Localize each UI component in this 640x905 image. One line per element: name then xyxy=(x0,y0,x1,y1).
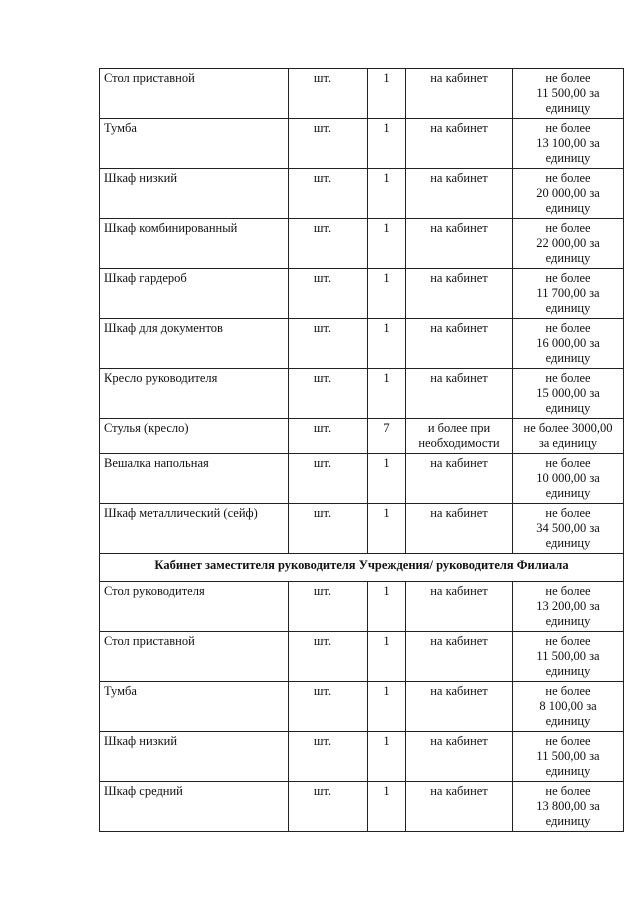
item-name-cell xyxy=(100,269,289,319)
price-limit-cell-text: не более xyxy=(545,506,591,520)
item-name-cell xyxy=(100,682,289,732)
allocation-cell-text: на кабинет xyxy=(430,121,488,135)
quantity-cell xyxy=(368,632,406,682)
allocation-cell-text: на кабинет xyxy=(430,221,488,235)
allocation-cell-text: на кабинет xyxy=(430,684,488,698)
unit-cell-text: шт. xyxy=(313,684,332,698)
quantity-cell xyxy=(368,369,406,419)
price-limit-cell-text: 13 100,00 за xyxy=(536,136,600,150)
unit-cell xyxy=(289,419,368,454)
allocation-cell xyxy=(406,369,513,419)
item-name-cell-text: Шкаф для документов xyxy=(104,321,223,335)
allocation-cell-text: на кабинет xyxy=(430,456,488,470)
unit-cell xyxy=(289,219,368,269)
quantity-cell-text: 1 xyxy=(383,271,390,285)
price-limit-cell-text: единицу xyxy=(545,536,591,550)
unit-cell xyxy=(289,269,368,319)
item-name-cell-text: Кресло руководителя xyxy=(104,371,218,385)
price-limit-cell xyxy=(513,682,624,732)
price-limit-cell-text: единицу xyxy=(545,486,591,500)
allocation-cell xyxy=(406,419,513,454)
item-name-cell-text: Стол руководителя xyxy=(104,584,205,598)
price-limit-cell xyxy=(513,319,624,369)
price-limit-cell-text: не более xyxy=(545,734,591,748)
price-limit-cell xyxy=(513,169,624,219)
table-row xyxy=(100,169,624,219)
item-name-cell xyxy=(100,582,289,632)
quantity-cell-text: 1 xyxy=(383,321,390,335)
quantity-cell xyxy=(368,119,406,169)
price-limit-cell xyxy=(513,419,624,454)
price-limit-cell-text: единицу xyxy=(545,401,591,415)
table-row xyxy=(100,419,624,454)
price-limit-cell-text: единицу xyxy=(545,301,591,315)
item-name-cell xyxy=(100,782,289,832)
price-limit-cell-text: единицу xyxy=(545,101,591,115)
quantity-cell-text: 1 xyxy=(383,584,390,598)
table-row xyxy=(100,682,624,732)
furniture-table xyxy=(99,68,624,832)
price-limit-cell xyxy=(513,632,624,682)
price-limit-cell-text: единицу xyxy=(545,251,591,265)
table-row xyxy=(100,119,624,169)
price-limit-cell-text: не более xyxy=(545,221,591,235)
allocation-cell xyxy=(406,582,513,632)
unit-cell-text: шт. xyxy=(313,221,332,235)
quantity-cell xyxy=(368,269,406,319)
allocation-cell-text: на кабинет xyxy=(430,371,488,385)
quantity-cell xyxy=(368,582,406,632)
allocation-cell xyxy=(406,169,513,219)
item-name-cell-text: Тумба xyxy=(104,684,137,698)
price-limit-cell-text: 8 100,00 за xyxy=(539,699,597,713)
quantity-cell xyxy=(368,782,406,832)
allocation-cell xyxy=(406,732,513,782)
quantity-cell xyxy=(368,454,406,504)
quantity-cell-text: 1 xyxy=(383,171,390,185)
price-limit-cell-text: не более xyxy=(545,271,591,285)
price-limit-cell-text: не более xyxy=(545,171,591,185)
allocation-cell xyxy=(406,504,513,554)
price-limit-cell-text: не более xyxy=(545,456,591,470)
item-name-cell xyxy=(100,419,289,454)
quantity-cell-text: 1 xyxy=(383,684,390,698)
item-name-cell-text: Шкаф низкий xyxy=(104,734,178,748)
unit-cell xyxy=(289,504,368,554)
price-limit-cell-text: не более xyxy=(545,634,591,648)
allocation-cell-text: на кабинет xyxy=(430,506,488,520)
table-row xyxy=(100,219,624,269)
unit-cell-text: шт. xyxy=(313,371,332,385)
price-limit-cell-text: единицу xyxy=(545,201,591,215)
price-limit-cell-text: не более xyxy=(545,321,591,335)
section-title-text: Кабинет заместителя руководителя Учреждения/ руководителя Филиала xyxy=(154,558,569,572)
quantity-cell-text: 1 xyxy=(383,634,390,648)
price-limit-cell-text: 11 500,00 за xyxy=(536,649,600,663)
unit-cell-text: шт. xyxy=(313,421,332,435)
quantity-cell xyxy=(368,419,406,454)
table-row xyxy=(100,782,624,832)
price-limit-cell-text: 11 500,00 за xyxy=(536,86,600,100)
price-limit-cell-text: 11 500,00 за xyxy=(536,749,600,763)
price-limit-cell-text: за единицу xyxy=(538,436,598,450)
price-limit-cell-text: 10 000,00 за xyxy=(536,471,600,485)
price-limit-cell xyxy=(513,369,624,419)
unit-cell xyxy=(289,732,368,782)
quantity-cell-text: 7 xyxy=(383,421,390,435)
allocation-cell-text: на кабинет xyxy=(430,734,488,748)
allocation-cell-text: на кабинет xyxy=(430,171,488,185)
allocation-cell xyxy=(406,454,513,504)
allocation-cell xyxy=(406,219,513,269)
table-row xyxy=(100,69,624,119)
quantity-cell-text: 1 xyxy=(383,221,390,235)
unit-cell-text: шт. xyxy=(313,121,332,135)
price-limit-cell xyxy=(513,269,624,319)
item-name-cell xyxy=(100,632,289,682)
quantity-cell xyxy=(368,69,406,119)
unit-cell-text: шт. xyxy=(313,784,332,798)
price-limit-cell-text: 20 000,00 за xyxy=(536,186,600,200)
table-row xyxy=(100,504,624,554)
allocation-cell xyxy=(406,69,513,119)
price-limit-cell xyxy=(513,219,624,269)
price-limit-cell-text: единицу xyxy=(545,664,591,678)
unit-cell xyxy=(289,319,368,369)
price-limit-cell-text: единицу xyxy=(545,764,591,778)
item-name-cell-text: Шкаф средний xyxy=(104,784,183,798)
quantity-cell xyxy=(368,169,406,219)
section-header-row xyxy=(100,554,624,582)
item-name-cell-text: Шкаф комбинированный xyxy=(104,221,238,235)
unit-cell-text: шт. xyxy=(313,171,332,185)
item-name-cell xyxy=(100,319,289,369)
unit-cell-text: шт. xyxy=(313,271,332,285)
quantity-cell xyxy=(368,219,406,269)
price-limit-cell xyxy=(513,732,624,782)
allocation-cell-text: на кабинет xyxy=(430,584,488,598)
item-name-cell-text: Тумба xyxy=(104,121,137,135)
quantity-cell-text: 1 xyxy=(383,371,390,385)
item-name-cell-text: Шкаф металлический (сейф) xyxy=(104,506,258,520)
price-limit-cell-text: не более xyxy=(545,371,591,385)
item-name-cell-text: Шкаф гардероб xyxy=(104,271,187,285)
allocation-cell-text: на кабинет xyxy=(430,321,488,335)
item-name-cell xyxy=(100,732,289,782)
table-row xyxy=(100,369,624,419)
allocation-cell-text: на кабинет xyxy=(430,784,488,798)
price-limit-cell-text: 13 200,00 за xyxy=(536,599,600,613)
quantity-cell xyxy=(368,732,406,782)
quantity-cell-text: 1 xyxy=(383,456,390,470)
quantity-cell-text: 1 xyxy=(383,121,390,135)
table-row xyxy=(100,582,624,632)
quantity-cell-text: 1 xyxy=(383,506,390,520)
price-limit-cell xyxy=(513,782,624,832)
unit-cell xyxy=(289,782,368,832)
price-limit-cell-text: не более xyxy=(545,784,591,798)
quantity-cell-text: 1 xyxy=(383,784,390,798)
allocation-cell xyxy=(406,269,513,319)
quantity-cell xyxy=(368,504,406,554)
allocation-cell xyxy=(406,119,513,169)
unit-cell xyxy=(289,632,368,682)
section-title xyxy=(100,554,624,582)
price-limit-cell-text: единицу xyxy=(545,151,591,165)
item-name-cell xyxy=(100,119,289,169)
unit-cell-text: шт. xyxy=(313,506,332,520)
item-name-cell xyxy=(100,369,289,419)
unit-cell xyxy=(289,682,368,732)
table-row xyxy=(100,454,624,504)
table-row xyxy=(100,319,624,369)
price-limit-cell-text: не более 3000,00 xyxy=(523,421,613,435)
price-limit-cell-text: 22 000,00 за xyxy=(536,236,600,250)
item-name-cell-text: Стол приставной xyxy=(104,634,195,648)
unit-cell-text: шт. xyxy=(313,321,332,335)
item-name-cell xyxy=(100,504,289,554)
price-limit-cell xyxy=(513,69,624,119)
price-limit-cell xyxy=(513,504,624,554)
price-limit-cell-text: не более xyxy=(545,71,591,85)
price-limit-cell xyxy=(513,119,624,169)
quantity-cell xyxy=(368,682,406,732)
price-limit-cell-text: единицу xyxy=(545,814,591,828)
item-name-cell xyxy=(100,169,289,219)
quantity-cell-text: 1 xyxy=(383,71,390,85)
price-limit-cell-text: не более xyxy=(545,584,591,598)
unit-cell xyxy=(289,69,368,119)
price-limit-cell-text: единицу xyxy=(545,614,591,628)
item-name-cell-text: Вешалка напольная xyxy=(104,456,209,470)
price-limit-cell-text: 15 000,00 за xyxy=(536,386,600,400)
item-name-cell-text: Стулья (кресло) xyxy=(104,421,189,435)
price-limit-cell-text: 11 700,00 за xyxy=(536,286,600,300)
allocation-cell-text: на кабинет xyxy=(430,71,488,85)
unit-cell xyxy=(289,454,368,504)
unit-cell xyxy=(289,582,368,632)
quantity-cell xyxy=(368,319,406,369)
unit-cell-text: шт. xyxy=(313,456,332,470)
allocation-cell xyxy=(406,319,513,369)
price-limit-cell xyxy=(513,582,624,632)
allocation-cell xyxy=(406,782,513,832)
item-name-cell xyxy=(100,454,289,504)
price-limit-cell-text: не более xyxy=(545,684,591,698)
table-row xyxy=(100,269,624,319)
item-name-cell-text: Стол приставной xyxy=(104,71,195,85)
allocation-cell-text: на кабинет xyxy=(430,634,488,648)
allocation-cell xyxy=(406,632,513,682)
price-limit-cell-text: 16 000,00 за xyxy=(536,336,600,350)
price-limit-cell-text: 13 800,00 за xyxy=(536,799,600,813)
allocation-cell-text: необходимости xyxy=(418,436,500,450)
unit-cell-text: шт. xyxy=(313,71,332,85)
price-limit-cell-text: не более xyxy=(545,121,591,135)
unit-cell-text: шт. xyxy=(313,634,332,648)
price-limit-cell-text: единицу xyxy=(545,714,591,728)
price-limit-cell-text: 34 500,00 за xyxy=(536,521,600,535)
allocation-cell xyxy=(406,682,513,732)
unit-cell-text: шт. xyxy=(313,584,332,598)
unit-cell xyxy=(289,169,368,219)
unit-cell-text: шт. xyxy=(313,734,332,748)
item-name-cell xyxy=(100,219,289,269)
quantity-cell-text: 1 xyxy=(383,734,390,748)
table-row xyxy=(100,632,624,682)
item-name-cell xyxy=(100,69,289,119)
item-name-cell-text: Шкаф низкий xyxy=(104,171,178,185)
allocation-cell-text: на кабинет xyxy=(430,271,488,285)
price-limit-cell-text: единицу xyxy=(545,351,591,365)
unit-cell xyxy=(289,119,368,169)
unit-cell xyxy=(289,369,368,419)
table-row xyxy=(100,732,624,782)
price-limit-cell xyxy=(513,454,624,504)
allocation-cell-text: и более при xyxy=(427,421,491,435)
